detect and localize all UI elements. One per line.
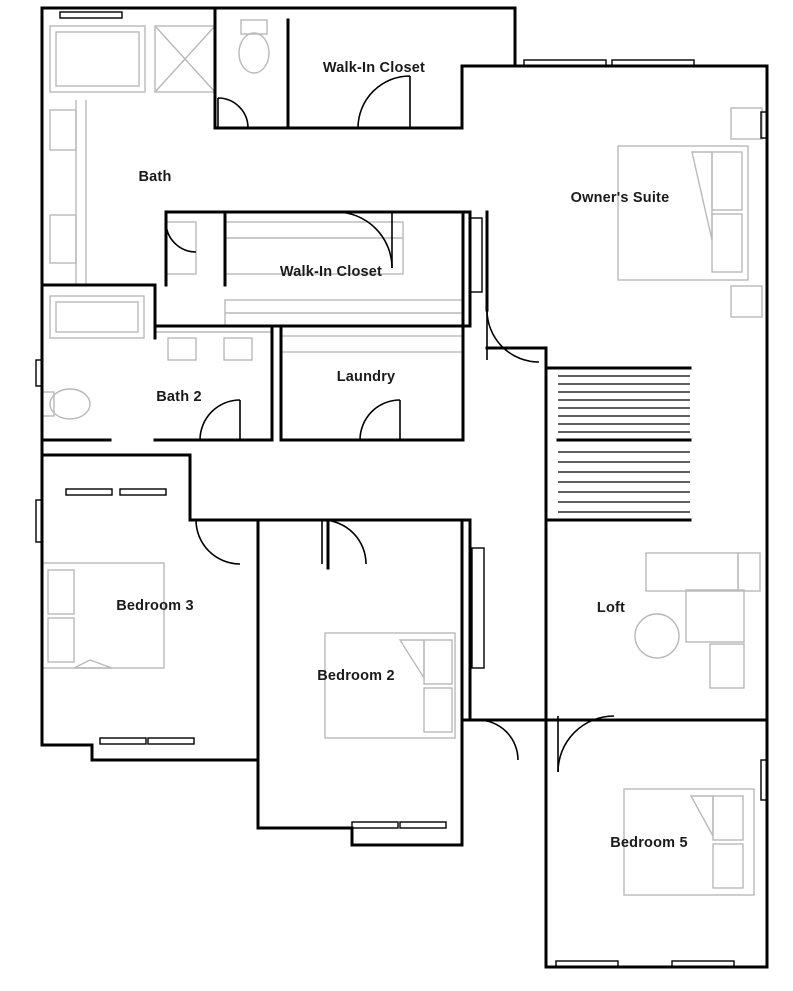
- owners-bed-pillow-1: [712, 152, 742, 210]
- door-closet-top: [358, 76, 410, 128]
- window-bed3-1: [100, 738, 146, 744]
- door-wic2-left: [166, 222, 196, 252]
- room-label-bedroom-5: Bedroom 5: [610, 835, 688, 851]
- room-label-loft: Loft: [596, 600, 626, 616]
- bath2-toilet-tank: [42, 392, 54, 416]
- bath2-mirror-inner: [56, 302, 138, 332]
- exterior-wall-outline: [42, 8, 767, 967]
- door-bedroom5: [558, 716, 614, 772]
- vanity-cabinet-left-2: [50, 215, 76, 263]
- room-label-bath: Bath: [138, 169, 172, 185]
- window-bed2-1: [352, 822, 398, 828]
- window-bed3-2: [148, 738, 194, 744]
- vanity-cabinet-left: [50, 110, 76, 150]
- bedroom3-pillow-1: [48, 570, 74, 614]
- windows-layer: [36, 12, 767, 967]
- bedroom3-bed-fold: [74, 660, 112, 668]
- bath2-sink-1: [168, 338, 196, 360]
- owners-nightstand-1: [731, 108, 762, 139]
- owners-bed-pillow-2: [712, 214, 742, 272]
- window-hall-1: [66, 489, 112, 495]
- loft-side-table: [738, 553, 760, 591]
- window-hall-2: [120, 489, 166, 495]
- owners-bed: [618, 146, 748, 280]
- window-interior-vert-2: [472, 548, 484, 668]
- bedroom2-pillow-1: [424, 640, 452, 684]
- bedroom2-pillow-2: [424, 688, 452, 732]
- owners-nightstand-2: [731, 286, 762, 317]
- door-bedroom3: [196, 520, 240, 564]
- door-wic2: [336, 212, 392, 268]
- bedroom5-bed-fold: [691, 796, 713, 836]
- bedroom3-pillow-2: [48, 618, 74, 662]
- bedroom5-pillow-2: [713, 844, 743, 888]
- room-label-bath-2: Bath 2: [156, 389, 202, 405]
- bathtub-inner: [56, 32, 139, 86]
- door-laundry: [360, 400, 400, 440]
- bath2-sink-2: [224, 338, 252, 360]
- loft-console: [646, 553, 738, 591]
- loft-round-table: [635, 614, 679, 658]
- toilet-tank: [241, 20, 267, 34]
- door-bedroom2-rear: [478, 720, 518, 760]
- room-label-walk-in-closet-owners: Walk-In Closet: [322, 60, 426, 76]
- room-label-walk-in-closet-2: Walk-In Closet: [279, 264, 383, 280]
- walls-layer: [42, 8, 767, 967]
- shower-x: [155, 26, 215, 92]
- furniture-layer: [42, 20, 762, 895]
- room-label-owners-suite: Owner's Suite: [570, 190, 670, 206]
- bedroom2-bed-fold: [400, 640, 424, 678]
- door-bath-1: [218, 98, 248, 128]
- door-owners: [487, 310, 539, 362]
- toilet-bowl: [239, 33, 269, 73]
- bedroom5-pillow-1: [713, 796, 743, 840]
- bath2-toilet: [50, 389, 90, 419]
- room-label-bedroom-2: Bedroom 2: [317, 668, 395, 684]
- door-bath2: [200, 400, 240, 440]
- room-label-bedroom-3: Bedroom 3: [116, 598, 194, 614]
- window-top-1: [60, 12, 122, 18]
- window-interior-vert-1: [470, 218, 482, 292]
- bedroom2-bed: [325, 633, 455, 738]
- loft-sofa: [686, 590, 744, 642]
- owners-bed-fold: [692, 152, 712, 240]
- loft-armchair-1: [710, 644, 744, 688]
- room-label-laundry: Laundry: [336, 369, 396, 385]
- window-bed2-2: [400, 822, 446, 828]
- bathtub: [50, 26, 145, 92]
- bedroom3-bed: [42, 563, 164, 668]
- laundry-counter: [281, 336, 463, 352]
- stairs-treads: [558, 376, 690, 512]
